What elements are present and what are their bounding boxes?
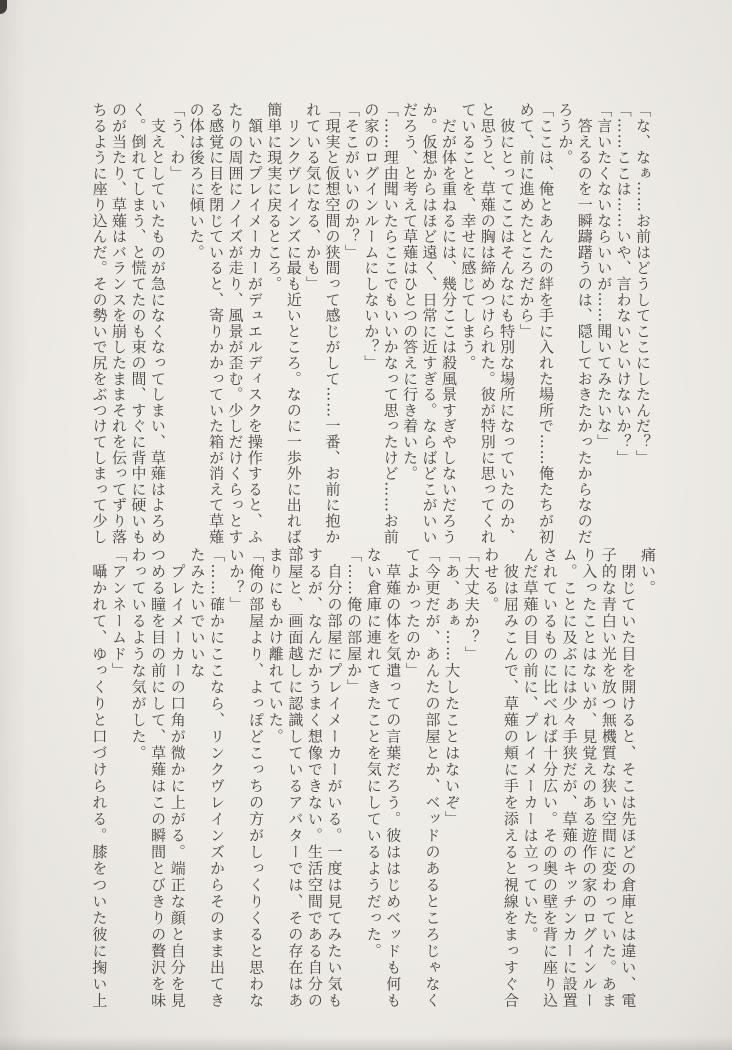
text-column: 彼にとってここはそんなにも特別な場所になっていたのか、	[498, 102, 517, 545]
scan-bottom-shadow	[0, 1036, 732, 1050]
text-column: わせる。	[482, 547, 501, 613]
text-column: れている気になる、かも」	[304, 102, 323, 292]
text-column: 「……ここは……いや、言わないといけないか？」	[614, 102, 633, 466]
text-column: リンクヴレインズに最も近いところ。なのに一歩外に出れば、	[284, 102, 303, 561]
text-column: んだ草薙の目の前に、プレイメーカーは立っていた。	[521, 547, 540, 943]
text-column: る感覚に目を閉じていると、寄りかかっていた箱が消えて草薙	[207, 102, 226, 545]
text-column: ない倉庫に連れてきたことを気にしているようだった。	[364, 547, 383, 960]
text-column: 「あ、あぁ……大したことはないぞ」	[443, 547, 462, 828]
text-column: 「俺の部屋より、よっぽどこっちの方がしっくりくると思わな	[247, 547, 266, 1009]
text-block-bottom	[89, 547, 657, 1012]
text-column: 閉じていた目を開けると、そこは先ほどの倉庫とは違い、電	[619, 547, 638, 1009]
text-column: 草薙の体を気遣っての言葉だろう。彼ははじめベッドも何も	[384, 547, 403, 1009]
text-column: てよかったのか」	[403, 547, 422, 679]
text-column: 頷いたプレイメーカーがデュエルディスクを操作すると、ふ	[245, 102, 264, 545]
scan-left-shading	[0, 0, 26, 1050]
text-column: く。倒れてしまう、と慌てたのも束の間、すぐに背中に硬いも	[129, 102, 148, 545]
text-column: 痛い。	[639, 547, 657, 597]
text-column: 「今更だが、あんたの部屋とか、ベッドのあるところじゃなく	[423, 547, 442, 1009]
text-column: の家のログインルームにしないか？」	[362, 102, 381, 371]
text-column: だが体を重ねるには、幾分ここは殺風景すぎやしないだろう	[439, 102, 458, 545]
text-column: と思うと、草薙の胸は締めつけられた。彼が特別に思ってくれ	[478, 102, 497, 545]
text-column: 「ここは、俺とあんたの絆を手に入れた場所で……俺たちが初	[536, 102, 555, 545]
text-column: 子的な青白い光を放つ無機質な狭い空間に変わっていた。あま	[599, 547, 618, 1009]
text-block-top	[89, 102, 652, 561]
text-column: だろう、と考えて草薙はひとつの答えに行き着いた。	[401, 102, 420, 482]
text-column: いか？」	[227, 547, 246, 613]
text-column: 「な、なぁ……お前はどうしてここにしたんだ？」	[634, 102, 652, 466]
text-column: の体は後ろに傾いた。	[187, 102, 206, 260]
text-column: ちるように座り込んだ。その勢いで尻をぶつけてしまって少し	[90, 102, 109, 545]
text-column: されているものに比べれば十分広い。その奥の壁を背に座り込	[541, 547, 560, 1009]
text-column: 簡単に現実に戻るところ。	[265, 102, 284, 292]
text-column: 「……確かにここなら、リンクヴレインズからそのまま出てき	[207, 547, 226, 1009]
text-column: つめる瞳を目の前にして、草薙はこの瞬間とびきりの贅沢を味	[149, 547, 168, 1009]
text-column: のが当たり、草薙はバランスを崩したままそれを伝ってずり落	[110, 102, 129, 545]
text-column: 部屋と、画面越しに認識しているアバターでは、その存在はあ	[286, 547, 305, 1009]
text-column: 「う、わ」	[168, 102, 187, 181]
text-column: 「そこがいいのか？」	[342, 102, 361, 260]
text-column: り入ったことはないが、見覚えのある遊作の家のログインルー	[580, 547, 599, 1009]
text-column: 「……理由聞いたらここでもいいかなって思ったけど……お前	[381, 102, 400, 545]
text-column: するが、なんだかうまく想像できない。生活空間である自分の	[305, 547, 324, 1009]
text-column: 「現実と仮想空間の狭間って感じがして……一番、お前に抱か	[323, 102, 342, 545]
text-column: たみたいでいいな	[188, 547, 207, 679]
text-column: プレイメーカーの口角が微かに上がる。端正な顔と自分を見	[168, 547, 187, 1009]
text-column: 彼は屈みこんで、草薙の頬に手を添えると視線をまっすぐ合	[501, 547, 520, 1009]
text-column: か。仮想からはほど遠く、日常に近すぎる。ならばどこがいい	[420, 102, 439, 545]
text-column: 囁かれて、ゆっくりと口づけられる。膝をついた彼に掬い上	[90, 547, 109, 1009]
text-column: たりの周囲にノイズが走り、風景が歪む。少しだけくらっとす	[226, 102, 245, 545]
text-column: 答えるのを一瞬躊躇うのは、隠しておきたかったからなのだ	[575, 102, 594, 545]
text-column: めて、前に進めたところだから」	[517, 102, 536, 339]
text-column: 支えとしていたものが急になくなってしまい、草薙はよろめ	[148, 102, 167, 545]
text-column: ていることを、幸せに感じてしまう。	[459, 102, 478, 371]
text-column: 「アンネームド」	[109, 547, 128, 679]
text-column: わっているような気がした。	[129, 547, 148, 762]
text-column: ム。ことに及ぶには少々手狭だが、草薙のキッチンカーに設置	[560, 547, 579, 1009]
text-column: 「……俺の部屋か」	[345, 547, 364, 696]
text-column: 「大丈夫か？」	[462, 547, 481, 663]
text-column: まりにもかけ離れていた。	[266, 547, 285, 745]
text-column: 自分の部屋にプレイメーカーがいる。一度は見てみたい気も	[325, 547, 344, 1009]
text-column: 「言いたくないならいいが……聞いてみたいな」	[595, 102, 614, 450]
text-column: ろうか。	[556, 102, 575, 166]
